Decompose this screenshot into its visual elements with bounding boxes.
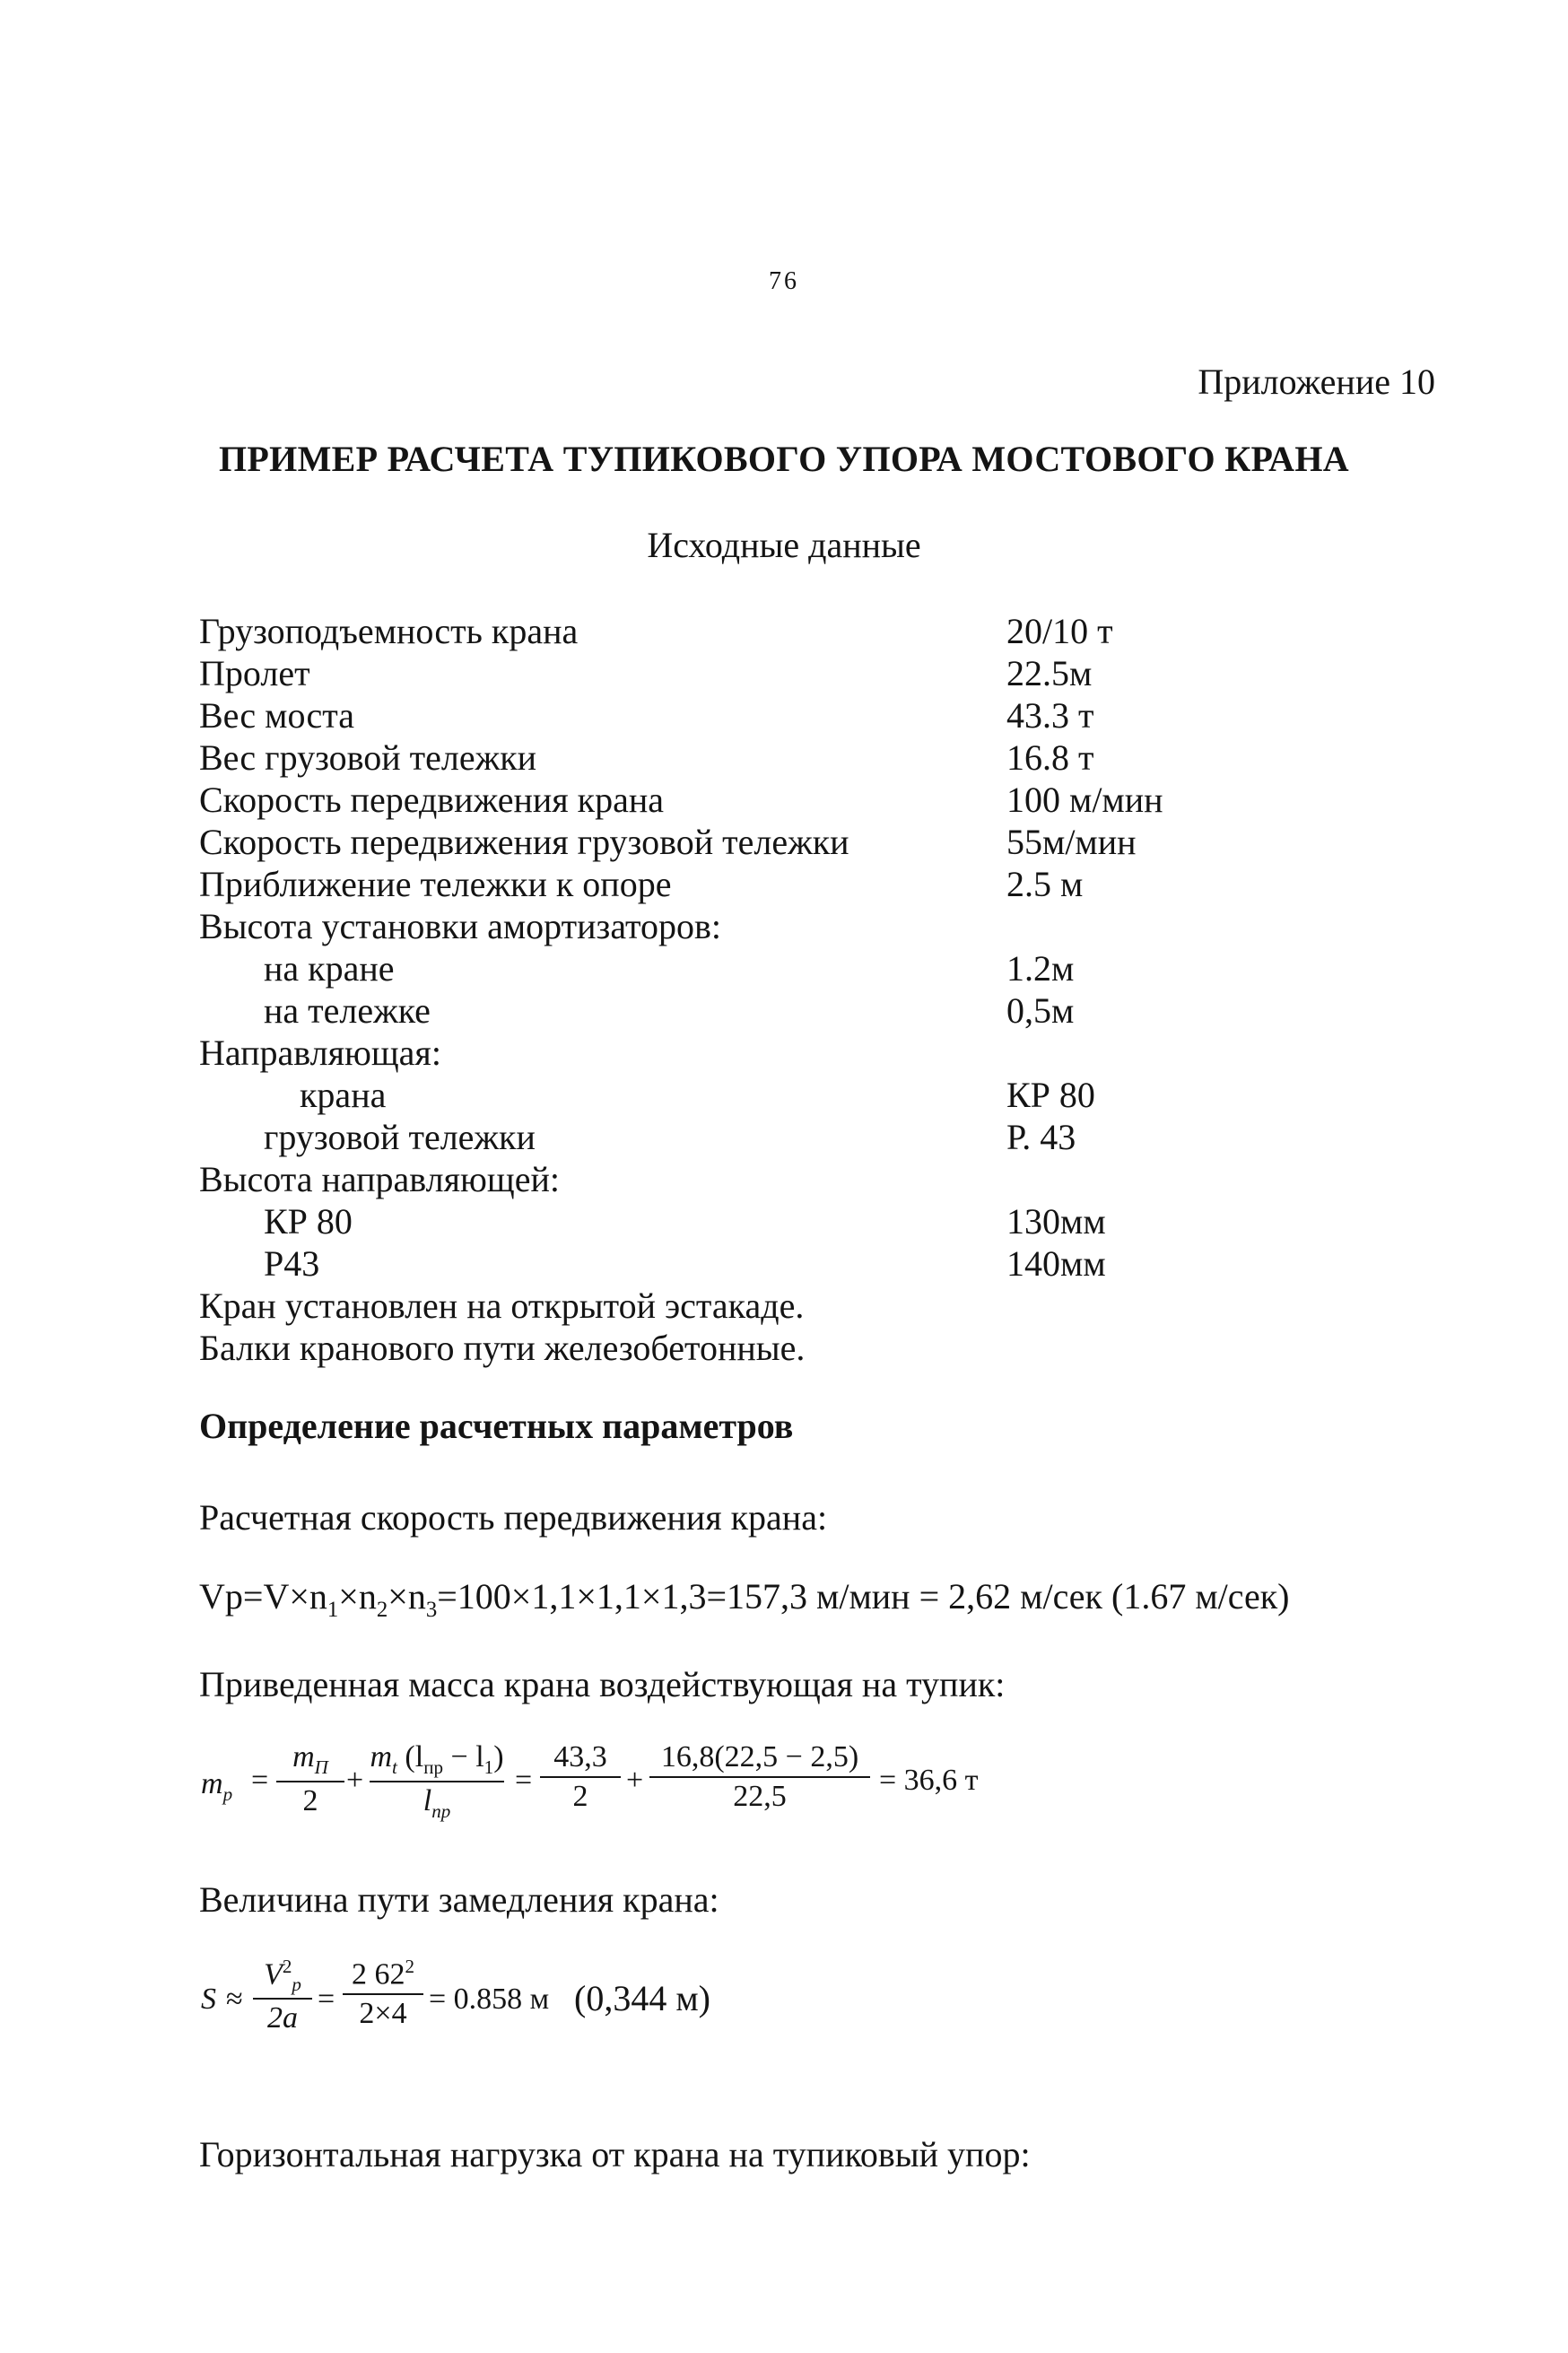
formula-eq: = [515,1764,533,1797]
item-label: на тележке [264,990,431,1031]
item-value: Р. 43 [1006,1117,1076,1157]
formula-sub: 3 [425,1598,438,1622]
item-label: Скорость передвижения крана [199,780,665,820]
list-item [199,863,1455,904]
list-item [199,947,1455,989]
list-item [199,905,1455,946]
formula-lhs: S [201,1983,216,2016]
list-item [199,736,1455,778]
formula-part: ×n [388,1576,426,1617]
item-label: КР 80 [264,1201,353,1242]
list-item [199,1242,1455,1284]
appendix-label: Приложение 10 [1198,362,1435,402]
item-label: Балки кранового пути железобетонные. [199,1328,806,1368]
item-value: 55м/мин [1006,822,1137,862]
item-label: Высота установки амортизаторов: [199,906,722,946]
load-text: Горизонтальная нагрузка от крана на тупиковый упор: [199,2134,1031,2174]
formula-plus: + [626,1764,644,1797]
formula-plus: + [346,1764,364,1797]
list-item [199,1158,1455,1199]
fraction: $m_t$ $(l_{пр} - l_1)$ $l_{пр}$ [370,1740,504,1822]
item-label: Высота направляющей: [199,1159,560,1199]
item-value: 0,5м [1006,990,1075,1031]
item-value: 16.8 т [1006,737,1094,778]
list-item [199,1285,1455,1326]
formula-result: = 36,6 т [879,1764,979,1797]
item-label: крана [300,1075,387,1115]
fraction: $V^2_p$ 2a [253,1956,312,2035]
item-value: 22.5м [1006,653,1093,693]
list-item [199,652,1455,693]
item-label: Кран установлен на открытой эстакаде. [199,1285,805,1326]
page-number: 76 [769,267,799,295]
formula-approx: ≈ [226,1983,243,2016]
formula-result: = 0.858 м [429,1983,550,2016]
fraction: $m_П$ 2 [276,1740,344,1818]
list-item [199,779,1455,820]
item-label: на кране [264,948,395,989]
item-label: Приближение тележки к опоре [199,864,672,904]
item-label: Направляющая: [199,1033,441,1073]
item-value: 20/10 т [1006,611,1113,651]
item-value: 100 м/мин [1006,780,1163,820]
item-label: Грузоподъемность крана [199,611,579,651]
speed-text: Расчетная скорость передвижения крана: [199,1497,828,1538]
item-value: 2.5 м [1006,864,1084,904]
item-value: КР 80 [1006,1075,1095,1115]
item-label: Пролет [199,653,310,693]
fraction: 2 $62^2$ 2×4 [343,1956,423,2031]
page-title: ПРИМЕР РАСЧЕТА ТУПИКОВОГО УПОРА МОСТОВОГО КРАНА [219,439,1349,479]
item-value: 1.2м [1006,948,1075,989]
fraction: 43,3 2 [540,1740,621,1814]
item-label: грузовой тележки [264,1117,536,1157]
formula-part: Vp=V×n [199,1576,327,1617]
item-label: Вес грузовой тележки [199,737,537,778]
formula-sub: 2 [376,1598,388,1622]
formula-eq: = [318,1983,335,2016]
fraction: 16,8(22,5 − 2,5) 22,5 [649,1740,870,1814]
list-item [199,1200,1455,1242]
list-item [199,694,1455,736]
item-value: 43.3 т [1006,695,1094,736]
formula-extra: (0,344 м) [574,1978,710,2018]
mass-text: Приведенная масса крана воздействующая на тупик: [199,1664,1006,1704]
list-item [199,989,1455,1031]
list-item [199,821,1455,862]
formula-lhs: $m_p$ [201,1767,233,1805]
item-label: Вес моста [199,695,354,736]
item-value: 140мм [1006,1243,1106,1284]
section-heading: Определение расчетных параметров [199,1406,794,1446]
brake-text: Величина пути замедления крана: [199,1879,719,1920]
speed-formula [199,1575,1290,1623]
list-item [199,1074,1455,1115]
formula-part: =100×1,1×1,1×1,3=157,3 м/мин = 2,62 м/сек (1.67 м/сек) [437,1576,1290,1617]
formula-part: ×n [338,1576,377,1617]
item-label: Скорость передвижения грузовой тележки [199,822,849,862]
formula-sub: 1 [327,1598,339,1622]
formula-eq: = [251,1764,269,1797]
item-label: Р43 [264,1243,320,1284]
list-item [199,1116,1455,1157]
list-item [199,1327,1455,1368]
item-value: 130мм [1006,1201,1106,1242]
subtitle: Исходные данные [647,525,921,565]
list-item [199,610,1455,651]
list-item [199,1032,1455,1073]
